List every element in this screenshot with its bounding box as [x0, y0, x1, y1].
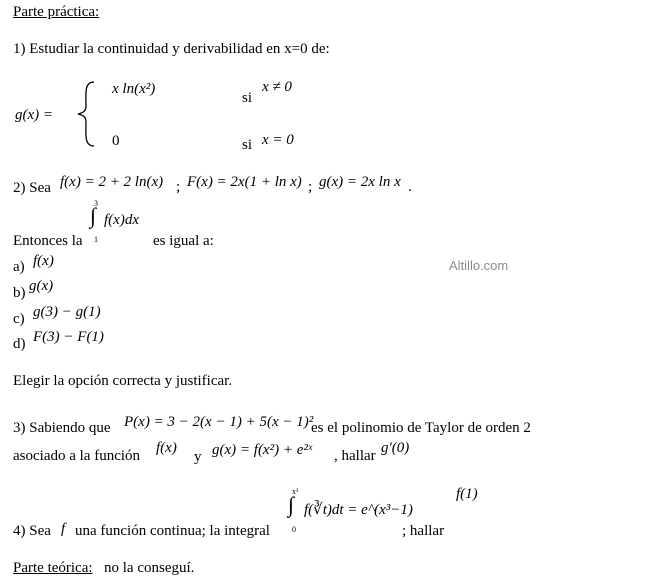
q1-statement: 1) Estudiar la continuidad y derivabilidad en x=0 de: — [13, 41, 330, 57]
q2-end: . — [408, 179, 412, 195]
q2-int-lower: 1 — [94, 235, 98, 244]
q2-equals: es igual a: — [153, 233, 214, 249]
q1-case2-expr: 0 — [112, 133, 120, 149]
q3-target: g'(0) — [381, 440, 410, 456]
q2-option-b-label: b) — [13, 285, 26, 301]
q2-f-def: f(x) = 2 + 2 ln(x) — [60, 174, 164, 190]
q4-f1: f(1) — [456, 486, 478, 502]
q4-end: ; hallar — [402, 523, 445, 539]
q2-option-a-expr: f(x) — [33, 253, 54, 269]
q2-option-d-label: d) — [13, 336, 26, 352]
q2-instruction: Elegir la opción correcta y justificar. — [13, 373, 233, 389]
teorica-text: no la conseguí. — [104, 560, 195, 576]
q1-lhs: g(x) = — [15, 107, 54, 123]
q3-g-def: g(x) = f(x²) + e²ˣ — [212, 442, 313, 458]
q2-option-c-expr: g(3) − g(1) — [33, 304, 101, 320]
q2-g-def: g(x) = 2x ln x — [319, 174, 401, 190]
q1-case1-expr: x ln(x²) — [112, 81, 156, 97]
q1-case2-cond: x = 0 — [262, 132, 294, 148]
section-title-teorica: Parte teórica: — [13, 560, 93, 576]
q2-then: Entonces la — [13, 233, 83, 249]
q2-option-c-label: c) — [13, 311, 25, 327]
q4-integrand: f(∛t)dt = e^(x³−1) — [304, 502, 413, 518]
q3-hallar: , hallar — [334, 448, 376, 464]
integral-icon: ∫ — [90, 203, 97, 228]
q3-y: y — [194, 449, 202, 465]
q3-polynomial: P(x) = 3 − 2(x − 1) + 5(x − 1)² — [124, 414, 314, 430]
q4-lead: 4) Sea — [13, 523, 51, 539]
section-title-practica: Parte práctica: — [13, 4, 100, 20]
q4-int-lower: 0 — [292, 525, 296, 534]
q1-brace — [72, 80, 102, 148]
q2-integrand: f(x)dx — [104, 212, 139, 228]
q3-line2: asociado a la función — [13, 448, 141, 464]
q2-sep1: ; — [176, 179, 181, 195]
integral-icon: ∫ — [288, 492, 295, 517]
watermark: Altillo.com — [449, 258, 509, 273]
q2-option-d-expr: F(3) − F(1) — [33, 329, 104, 345]
q3-fx: f(x) — [156, 440, 177, 456]
q4-mid: una función continua; la integral — [75, 523, 270, 539]
q2-option-b-expr: g(x) — [29, 278, 54, 294]
q3-lead: 3) Sabiendo que — [13, 420, 111, 436]
q2-int-upper: 3 — [94, 199, 98, 208]
q2-F-def: F(x) = 2x(1 + ln x) — [187, 174, 302, 190]
q4-int-upper: x³ — [292, 487, 299, 496]
q4-f: f — [61, 521, 66, 537]
q1-case1-cond: x ≠ 0 — [262, 79, 292, 95]
q3-rest: es el polinomio de Taylor de orden 2 — [311, 420, 531, 436]
q2-sep2: ; — [308, 179, 313, 195]
q1-case1-si: si — [242, 90, 253, 106]
q2-option-a-label: a) — [13, 259, 25, 275]
q1-case2-si: si — [242, 137, 253, 153]
q2-lead: 2) Sea — [13, 180, 51, 196]
